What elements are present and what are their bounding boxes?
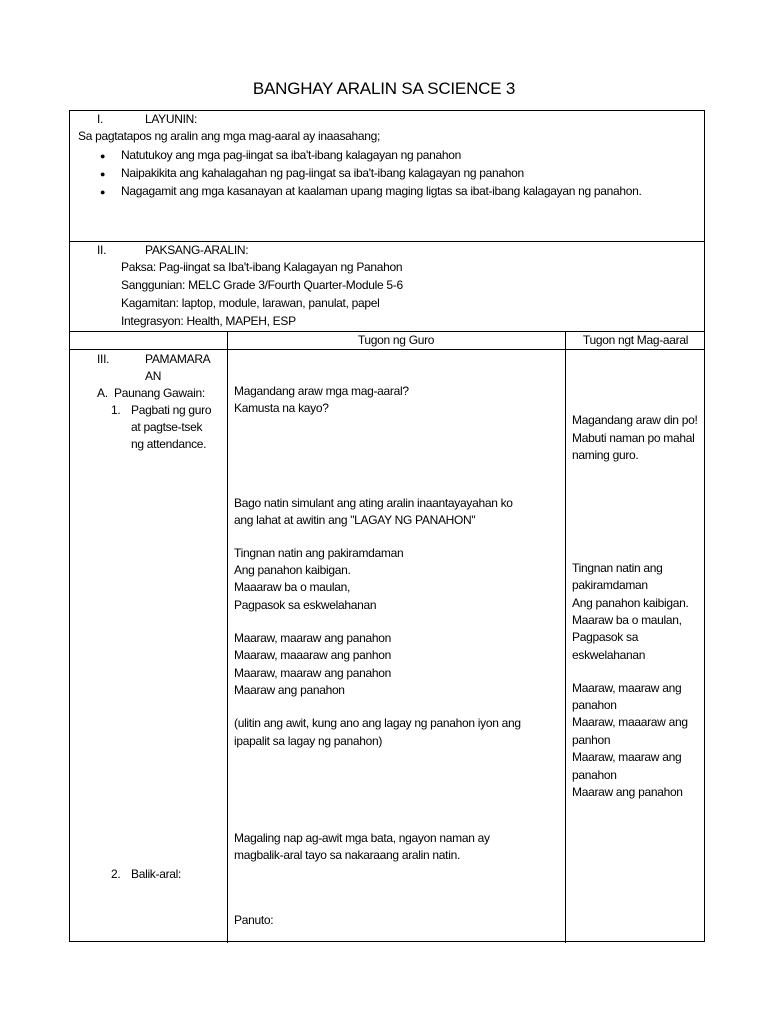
column-header-row: [70, 332, 704, 350]
lesson-plan-table: [69, 110, 705, 942]
paksang-aralin-section: [70, 242, 704, 332]
layunin-intro: Sa pagtatapos ng aralin ang mga mag-aaral ay inaasahang;: [78, 129, 381, 143]
paksang-aralin-heading: PAKSANG-ARALIN:: [145, 243, 249, 257]
column-divider: [565, 332, 566, 943]
guro-praise-line: Magaling nap ag-awit mga bata, ngayon naman ay: [234, 831, 490, 845]
mag-aaral-verse2-line: Maaraw, maaraw ang: [572, 750, 682, 764]
item-1-line: Pagbati ng guro: [131, 403, 212, 417]
mag-aaral-greet-line: Mabuti naman po mahal: [572, 431, 695, 445]
mag-aaral-verse2-line: panahon: [572, 698, 617, 712]
mag-aaral-verse1-line: Pagpasok sa: [572, 630, 639, 644]
layunin-section: [70, 111, 704, 242]
guro-song-intro-line: ang lahat at awitin ang "LAGAY NG PANAHON": [234, 513, 476, 527]
guro-verse1-line: Pagpasok sa eskwelahanan: [234, 598, 377, 612]
document-title: BANGHAY ARALIN SA SCIENCE 3: [252, 79, 516, 98]
guro-praise-line: magbalik-aral tayo sa nakaraang aralin natin.: [234, 848, 460, 862]
layunin-number: I.: [97, 112, 104, 126]
guro-note-line: (ulitin ang awit, kung ano ang lagay ng panahon iyon ang: [234, 716, 521, 730]
bullet-icon: ●: [100, 187, 106, 197]
mag-aaral-verse1-line: Tingnan natin ang: [572, 561, 663, 575]
header-tugon-ng-guro: Tugon ng Guro: [357, 333, 435, 347]
pamamaraan-number: III.: [97, 352, 110, 366]
mag-aaral-verse2-line: panhon: [572, 733, 611, 747]
guro-verse1-line: Tingnan natin ang pakiramdaman: [234, 546, 404, 560]
layunin-bullet: Naipakikita ang kahalagahan ng pag-iingat sa iba't-ibang kalagayan ng panahon: [121, 166, 524, 180]
integrasyon-line: Integrasyon: Health, MAPEH, ESP: [121, 314, 296, 328]
mag-aaral-greet-line: Magandang araw din po!: [572, 413, 698, 427]
sanggunian-line: Sanggunian: MELC Grade 3/Fourth Quarter-Module 5-6: [121, 278, 403, 292]
mag-aaral-verse2-line: Maaraw, maaraw ang: [572, 681, 682, 695]
paunang-gawain-label: Paunang Gawain:: [114, 386, 205, 400]
header-tugon-ng-mag-aaral: Tugon ngt Mag-aaral: [582, 333, 689, 347]
guro-verse2-line: Maaraw, maaraw ang panahon: [234, 631, 391, 645]
mag-aaral-greet-line: naming guro.: [572, 448, 639, 462]
bullet-icon: ●: [100, 151, 106, 161]
guro-verse1-line: Ang panahon kaibigan.: [234, 563, 351, 577]
kagamitan-line: Kagamitan: laptop, module, larawan, panulat, papel: [121, 296, 380, 310]
guro-song-intro-line: Bago natin simulant ang ating aralin inaantayayahan ko: [234, 496, 513, 510]
mag-aaral-verse1-line: pakiramdaman: [572, 578, 648, 592]
guro-greet-line: Kamusta na kayo?: [234, 401, 329, 415]
pamamaraan-heading: PAMAMARA: [145, 352, 211, 366]
paunang-gawain-letter: A.: [97, 386, 108, 400]
layunin-bullet: Natutukoy ang mga pag-iingat sa iba't-ibang kalagayan ng panahon: [121, 148, 462, 162]
mag-aaral-verse1-line: Ang panahon kaibigan.: [572, 596, 689, 610]
item-1-number: 1.: [111, 403, 121, 417]
item-1-line: at pagtse-tsek: [131, 420, 203, 434]
guro-verse2-line: Maaraw ang panahon: [234, 683, 345, 697]
item-2-number: 2.: [111, 867, 121, 881]
column-divider: [227, 332, 228, 943]
guro-verse1-line: Maaaraw ba o maulan,: [234, 580, 351, 594]
paksa-line: Paksa: Pag-iingat sa Iba't-ibang Kalagayan ng Panahon: [121, 260, 403, 274]
bullet-icon: ●: [100, 169, 106, 179]
mag-aaral-verse2-line: Maaraw, maaaraw ang: [572, 715, 688, 729]
guro-verse2-line: Maaraw, maaraw ang panahon: [234, 666, 391, 680]
guro-verse2-line: Maaraw, maaaraw ang panhon: [234, 648, 391, 662]
paksang-aralin-number: II.: [97, 243, 107, 257]
item-1-line: ng attendance.: [131, 437, 207, 451]
pamamaraan-heading-cont: AN: [145, 369, 162, 383]
mag-aaral-verse1-line: Maaraw ba o maulan,: [572, 613, 682, 627]
mag-aaral-verse1-line: eskwelahanan: [572, 648, 646, 662]
guro-note-line: ipapalit sa lagay ng panahon): [234, 734, 383, 748]
guro-greet-line: Magandang araw mga mag-aaral?: [234, 384, 409, 398]
guro-panuto: Panuto:: [234, 913, 274, 927]
item-2-label: Balik-aral:: [131, 867, 182, 881]
mag-aaral-verse2-line: panahon: [572, 768, 617, 782]
mag-aaral-verse2-line: Maaraw ang panahon: [572, 785, 683, 799]
layunin-bullet: Nagagamit ang mga kasanayan at kaalaman upang maging ligtas sa ibat-ibang kalagayan ng panahon.: [121, 184, 642, 198]
layunin-heading: LAYUNIN:: [145, 112, 198, 126]
